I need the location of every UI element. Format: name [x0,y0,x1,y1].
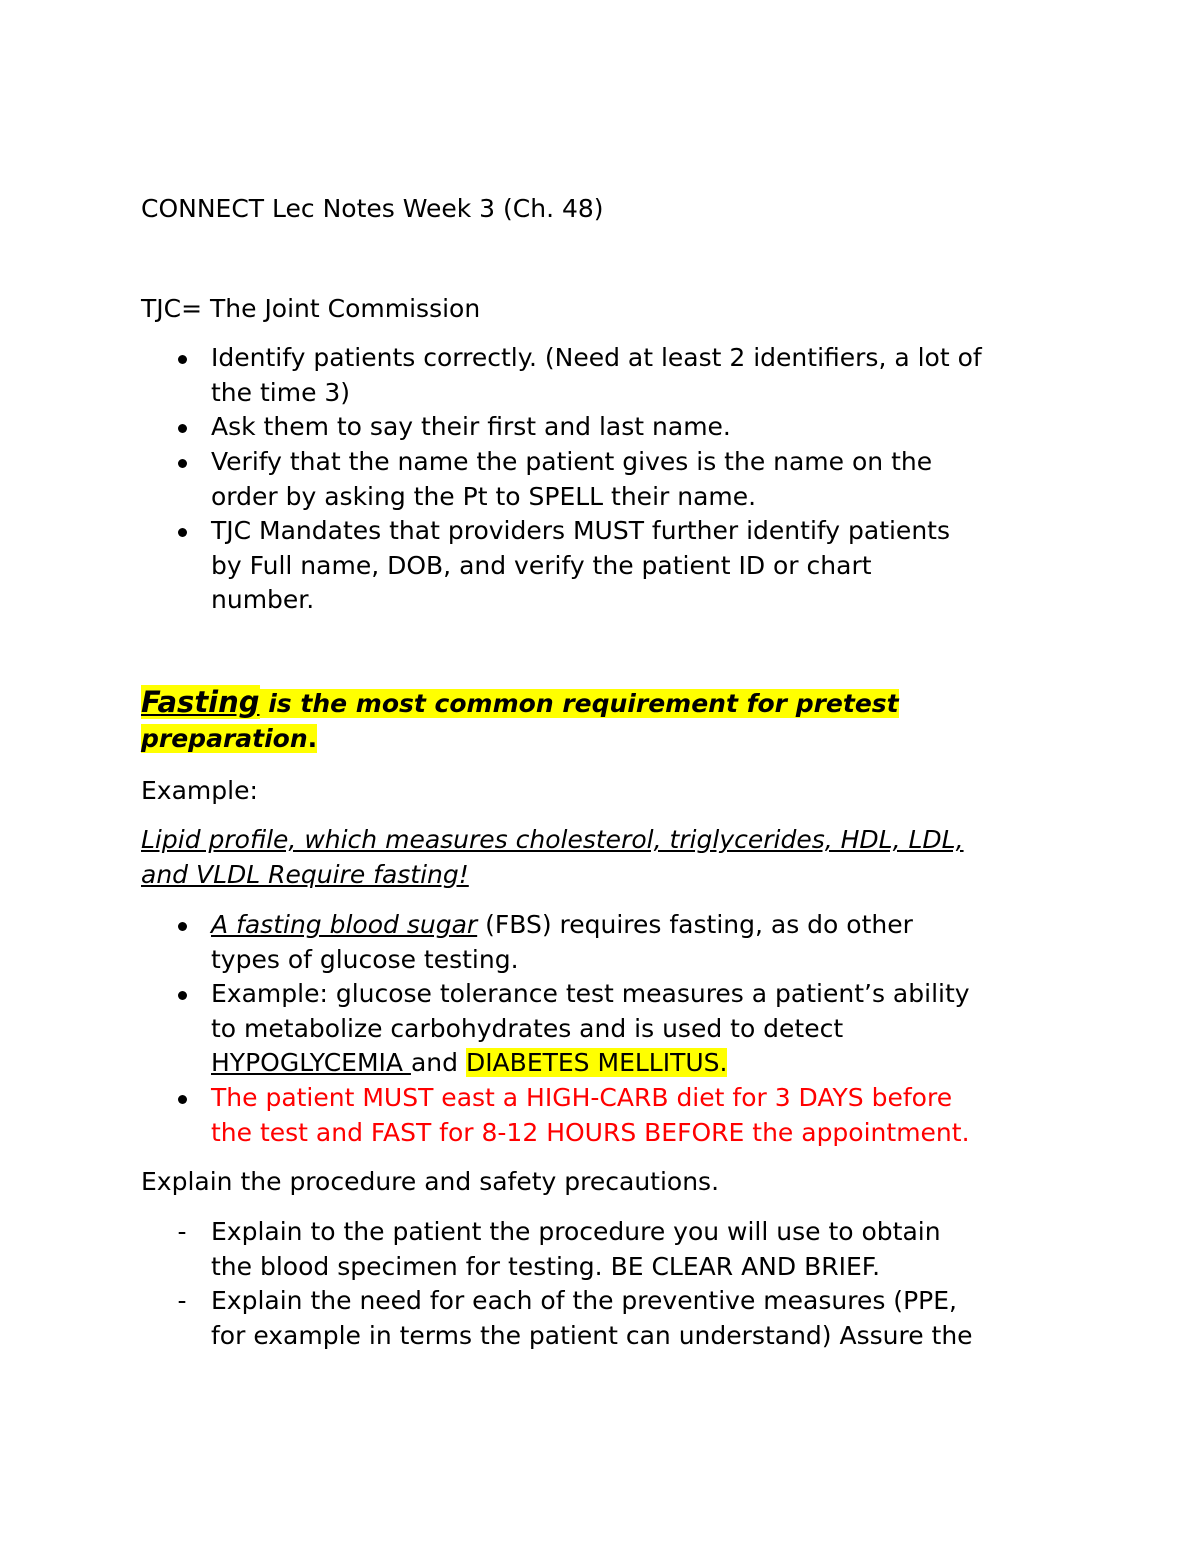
dash-item-1-line-1: Explain to the patient the procedure you will use to obtain [211,1217,941,1246]
fasting-heading-line-2 [141,722,317,756]
bullet-dot-icon [172,514,192,548]
lipid-line-2: and VLDL Require fasting! [141,860,469,889]
bullet-dot-icon [172,445,192,479]
fasting-word: Fasting [141,685,260,719]
fasting-rest: is the most common requirement for pretest [259,689,899,718]
gtt-line-2: to metabolize carbohydrates and is used to detect [211,1014,844,1043]
dash-item-2-line-2: for example in terms the patient can understand) Assure the [211,1321,973,1350]
tjc-bullet-3-line-2: order by asking the Pt to SPELL their name. [211,482,757,511]
explain-heading: Explain the procedure and safety precautions. [141,1167,720,1196]
dash-item-2-line-1: Explain the need for each of the preventive measures (PPE, [211,1286,957,1315]
diabetes-term: DIABETES MELLITUS. [465,1048,728,1077]
tjc-bullet-4-line-3: number. [211,585,315,614]
bullet-dot-icon [172,1081,192,1115]
dash-item-1-line-2: the blood specimen for testing. BE CLEAR AND BRIEF. [211,1252,881,1281]
hypoglycemia-term: HYPOGLYCEMIA [211,1048,411,1077]
gtt-line-3 [211,1046,727,1080]
fbs-rest: (FBS) requires fasting, as do other [477,910,913,939]
tjc-bullet-3-line-1: Verify that the name the patient gives is the name on the [211,447,933,476]
fbs-line-1 [211,908,913,942]
red-bullet-line-2: the test and FAST for 8-12 HOURS BEFORE the appointment. [211,1118,970,1147]
tjc-bullet-1-line-1: Identify patients correctly. (Need at least 2 identifiers, a lot of [211,343,982,372]
tjc-bullet-2-line-1: Ask them to say their first and last name. [211,412,731,441]
gtt-line-1: Example: glucose tolerance test measures a patient’s ability [211,979,970,1008]
dash-marker: - [177,1217,187,1246]
doc-title: CONNECT Lec Notes Week 3 (Ch. 48) [141,194,604,223]
example-label: Example: [141,776,258,805]
and-word: and [410,1048,466,1077]
dash-marker: - [177,1286,187,1315]
fasting-period: . [307,724,318,753]
lipid-line-1: Lipid profile, which measures cholesterol, triglycerides, HDL, LDL, [141,825,964,854]
fasting-heading-line-1 [141,685,899,721]
tjc-bullet-4-line-2: by Full name, DOB, and verify the patient ID or chart [211,551,872,580]
bullet-dot-icon [172,341,192,375]
fbs-line-2: types of glucose testing. [211,945,519,974]
bullet-dot-icon [172,908,192,942]
fasting-line-2: preparation [141,724,308,753]
fbs-term: A fasting blood sugar [211,910,478,939]
tjc-heading: TJC= The Joint Commission [141,294,481,323]
tjc-bullet-1-line-2: the time 3) [211,378,351,407]
bullet-dot-icon [172,977,192,1011]
tjc-bullet-4-line-1: TJC Mandates that providers MUST further identify patients [211,516,950,545]
bullet-dot-icon [172,410,192,444]
red-bullet-line-1: The patient MUST east a HIGH-CARB diet for 3 DAYS before [211,1083,953,1112]
